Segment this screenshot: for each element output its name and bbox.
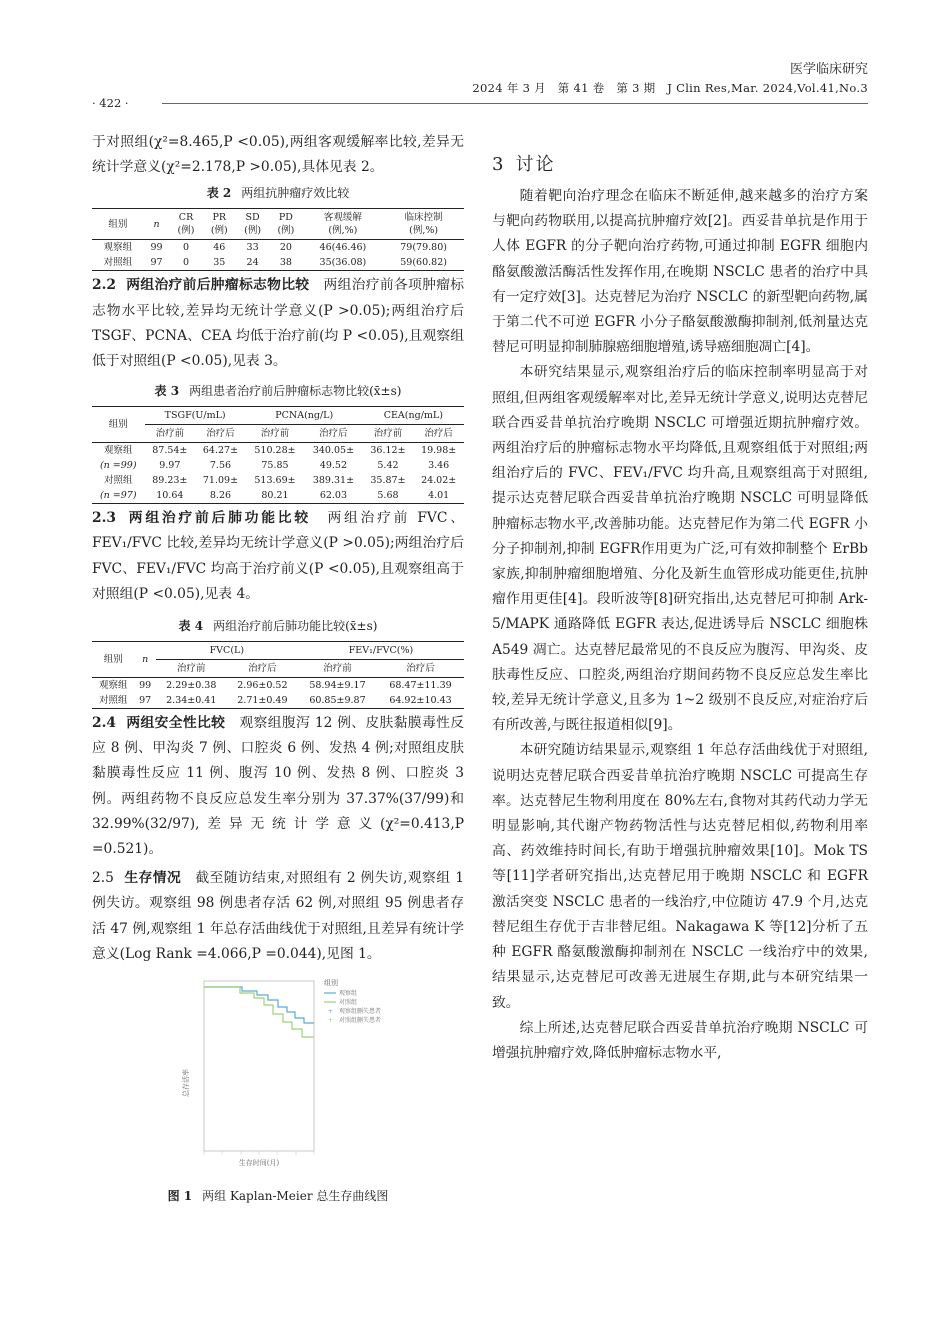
table2-header: SD (例) bbox=[236, 209, 269, 240]
table3-cell: 8.26 bbox=[209, 490, 232, 502]
table3 bbox=[92, 406, 464, 504]
table3-row bbox=[92, 473, 464, 488]
table3-cell: 80.21 bbox=[261, 490, 289, 502]
discussion-paragraph: 随着靶向治疗理念在临床不断延伸,越来越多的治疗方案与靶向药物联用,以提高抗肿瘤疗效[2]。西妥昔单抗是作用于人体 EGFR 的分子靶向治疗药物,可通过抑制 EGFR 细胞内酪氨酸激活酶活性发挥作用,在晚期 NSCLC 患者的治疗中具有一定疗效[3]。达克替尼为治疗 NSCLC 的新型靶向药物,属于第二代不可逆 EGFR 小分子酪氨酸激酶抑制剂,低剂量达克替尼可明显抑制肺腺癌细胞增殖,诱导癌细胞凋亡[4]。 bbox=[492, 188, 868, 356]
table2-cell: 20 bbox=[279, 242, 292, 254]
km-plot-frame bbox=[204, 981, 314, 1151]
table3-cell: 9.97 bbox=[159, 460, 181, 472]
table3-subheader: 治疗前 bbox=[363, 425, 414, 443]
section-2-2-paragraph: 2.2 两组治疗前后肿瘤标志物比较 两组治疗前各项肿瘤标志物水平比较,差异均无统计学意义(P >0.05);两组治疗后 TSGF、PCNA、CEA 均低于治疗前(均 P <0.05),且观察组低于对照组(P <0.05),见表 3。 bbox=[92, 277, 465, 370]
table4-subheader: 治疗前 bbox=[298, 660, 377, 678]
table3-n: (n =97) bbox=[99, 490, 137, 502]
table2-cell: 24 bbox=[246, 257, 259, 269]
table3-subheader: 治疗后 bbox=[413, 425, 464, 443]
table2-cell: 97 bbox=[150, 257, 163, 269]
table4-subheader: 治疗后 bbox=[227, 660, 298, 678]
km-legend-censor-mark: + bbox=[328, 1008, 334, 1016]
right-column bbox=[492, 130, 868, 1066]
table3-cell: 71.09± bbox=[202, 475, 239, 487]
discussion-paragraph: 综上所述,达克替尼联合西妥昔单抗治疗晚期 NSCLC 可增强抗肿瘤疗效,降低肿瘤标志物水平, bbox=[492, 1019, 868, 1061]
table3-row bbox=[92, 443, 464, 459]
table4-cell: 99 bbox=[139, 680, 152, 692]
table2-header: CR (例) bbox=[169, 209, 202, 240]
table2 bbox=[92, 208, 464, 271]
table3-subheader: 治疗前 bbox=[246, 425, 304, 443]
km-legend-item: 对照组 bbox=[339, 999, 358, 1007]
table2-cell: 46 bbox=[213, 242, 226, 254]
table2-cell: 38 bbox=[279, 257, 292, 269]
table3-cell: 5.68 bbox=[377, 490, 399, 502]
table2-caption bbox=[92, 184, 464, 202]
table2-cell: 对照组 bbox=[103, 257, 133, 269]
table4-col-group: FVC(L) bbox=[156, 642, 298, 660]
table3-cell: 49.52 bbox=[319, 460, 348, 472]
page-number: · 422 · bbox=[92, 96, 129, 110]
table2-row bbox=[92, 255, 464, 271]
section-2-4-paragraph: 2.4 两组安全性比较 观察组腹泻 12 例、皮肤黏膜毒性反应 8 例、甲沟炎 7 例、口腔炎 6 例、发热 4 例;对照组皮肤黏膜毒性反应 11 例、腹泻 10 例、发热 8 例、口腔炎 3 例。两组药物不良反应总发生率分别为 37.37%(37/99)和 32.99%(32/97),差异无统计学意义(χ²=0.413,P =0.521)。 bbox=[92, 715, 465, 858]
table3-col-group: CEA(ng/mL) bbox=[363, 407, 464, 425]
journal-name: 医学临床研究 bbox=[789, 62, 868, 77]
table3-subheader: 治疗前 bbox=[145, 425, 196, 443]
table2-cell: 0 bbox=[182, 242, 190, 254]
table3-col-group: TSGF(U/mL) bbox=[145, 407, 246, 425]
table3-cell: 3.46 bbox=[428, 460, 450, 472]
table3-row bbox=[92, 488, 464, 504]
table3-col-group: PCNA(ng/L) bbox=[246, 407, 363, 425]
km-xlabel: 生存时间(月) bbox=[238, 1159, 280, 1168]
table2-cell: 0 bbox=[182, 257, 190, 269]
table4-cell: 2.34±0.41 bbox=[166, 695, 217, 707]
header-rule bbox=[162, 103, 868, 104]
table4 bbox=[92, 641, 464, 709]
table2-cell: 35 bbox=[213, 257, 226, 269]
table2-header: PD (例) bbox=[269, 209, 302, 240]
table3-subheader: 治疗后 bbox=[304, 425, 362, 443]
table2-header: 客观缓解 (例,%) bbox=[303, 209, 384, 240]
km-legend-item: 观察组删失患者 bbox=[339, 1008, 382, 1016]
table3-cell: 75.85 bbox=[261, 460, 289, 472]
table3-cell: 24.02± bbox=[421, 475, 457, 487]
table2-label: 表 2 bbox=[206, 186, 232, 201]
table2-header: 组别 bbox=[92, 209, 144, 240]
table3-cell: 4.01 bbox=[428, 490, 450, 502]
table4-cell: 对照组 bbox=[99, 695, 128, 707]
section-2-5-paragraph: 2.5 生存情况 截至随访结束,对照组有 2 例失访,观察组 1 例失访。观察组 98 例患者存活 62 例,对照组 95 例患者存活 47 例,观察组 1 年总存活曲线优于对照组,且差异有统计学意义(Log Rank =4.066,P =0.044),见图 1。 bbox=[92, 870, 465, 962]
table3-cell: 389.31± bbox=[312, 475, 355, 487]
table4-cell: 2.96±0.52 bbox=[237, 680, 288, 692]
km-legend-item: 观察组 bbox=[339, 990, 358, 998]
table3-caption bbox=[92, 382, 464, 400]
table3-cell: 7.56 bbox=[209, 460, 232, 472]
table4-cell: 2.29±0.38 bbox=[166, 680, 217, 692]
section-2-2-heading: 2.2 两组治疗前后肿瘤标志物比较 bbox=[92, 277, 310, 294]
issue-info: 2024 年 3 月 第 41 卷 第 3 期 J Clin Res,Mar. 2024,Vol.41,No.3 bbox=[472, 81, 868, 95]
km-curve-observation bbox=[204, 987, 314, 1023]
km-x-ticks bbox=[204, 1151, 314, 1155]
table4-group-header: 组别 bbox=[92, 642, 135, 678]
table3-cell: 510.28± bbox=[254, 445, 296, 457]
table4-subheader: 治疗前 bbox=[156, 660, 227, 678]
table4-row bbox=[92, 693, 464, 709]
table2-cell: 观察组 bbox=[103, 242, 133, 254]
table2-cell: 59(60.82) bbox=[400, 257, 447, 269]
table4-title: 两组治疗前后肺功能比较(x̄±s) bbox=[213, 619, 378, 634]
section-2-3-heading: 2.3 两组治疗前后肺功能比较 bbox=[92, 510, 311, 527]
table4-cell: 2.71±0.49 bbox=[237, 695, 288, 707]
table3-title: 两组患者治疗前后肿瘤标志物比较(x̄±s) bbox=[189, 384, 402, 399]
km-legend-item: 对照组删失患者 bbox=[339, 1017, 382, 1025]
table4-cell: 97 bbox=[139, 695, 152, 707]
figure1-title: 两组 Kaplan-Meier 总生存曲线图 bbox=[202, 1189, 389, 1204]
table3-cell: 5.42 bbox=[377, 460, 399, 472]
table3-row bbox=[92, 458, 464, 473]
table3-subheader: 治疗后 bbox=[195, 425, 246, 443]
table4-subheader: 治疗后 bbox=[377, 660, 464, 678]
section-2-5-heading: 生存情况 bbox=[123, 870, 182, 887]
table3-n: (n =99) bbox=[99, 460, 137, 472]
table2-cell: 79(79.80) bbox=[400, 242, 447, 254]
results-intro-paragraph: 于对照组(χ²=8.465,P <0.05),两组客观缓解率比较,差异无统计学意义(χ²=2.178,P >0.05),具体见表 2。 bbox=[92, 134, 464, 176]
section-2-4-heading: 2.4 两组安全性比较 bbox=[92, 715, 226, 732]
figure1-caption bbox=[92, 1187, 464, 1204]
km-legend-title: 组别 bbox=[324, 979, 338, 988]
table2-cell: 99 bbox=[150, 242, 163, 254]
table2-header: 临床控制 (例,%) bbox=[383, 209, 464, 240]
table4-col-group: FEV₁/FVC(%) bbox=[298, 642, 464, 660]
discussion-paragraph: 本研究随访结果显示,观察组 1 年总存活曲线优于对照组,说明达克替尼联合西妥昔单抗治疗晚期 NSCLC 可提高生存率。达克替尼生物利用度在 80%左右,食物对其药代动力学无明显影响,其代谢产物药物活性与达克替尼相似,药物利用率高、药效维持时间长,有助于增强抗肿瘤效果[10]。Mok TS 等[11]学者研究指出,达克替尼用于晚期 NSCLC 和 EGFR 激活突变 NSCLC 患者的一线治疗,中位随访 47.9 个月,达克替尼组生存优于吉非替尼组。Nakagawa K 等[12]分析了五种 EGFR 酪氨酸激酶抑制剂在 NSCLC 一线治疗中的效果,结果显示,达克替尼可改善无进展生存期,此与本研究结果一致。 bbox=[492, 742, 868, 1011]
table2-cell: 33 bbox=[246, 242, 259, 254]
table4-label: 表 4 bbox=[178, 619, 204, 634]
table2-header: PR (例) bbox=[203, 209, 236, 240]
km-legend-censor-mark: + bbox=[328, 1017, 334, 1025]
table3-group: 观察组 bbox=[103, 445, 133, 457]
table3-label: 表 3 bbox=[154, 384, 180, 399]
figure1-label: 图 1 bbox=[167, 1189, 193, 1204]
table4-cell: 68.47±11.39 bbox=[389, 680, 452, 692]
table4-cell: 观察组 bbox=[99, 680, 128, 692]
discussion-paragraph: 本研究结果显示,观察组治疗后的临床控制率明显高于对照组,但两组客观缓解率对比,差异无统计学意义,说明达克替尼联合西妥昔单抗治疗晚期 NSCLC 可增强近期抗肿瘤疗效。两组治疗后的肿瘤标志物水平均降低,且观察组低于对照组;两组治疗后的 FVC、FEV₁/FVC 均升高,且观察组高于对照组,提示达克替尼联合西妥昔单抗治疗晚期 NSCLC 可明显降低肿瘤标志物水平,改善肺功能。达克替尼作为第二代 EGFR 小分子抑制剂,抑制 EGFR作用更为广泛,可有效抑制整个 ErBb 家族,抑制肿瘤细胞增殖、分化及新生血管形成功能更佳,抗肿瘤作用更佳[4]。段昕波等[8]研究指出,达克替尼可抑制 Ark-5/MAPK 通路降低 EGFR 表达,促进诱导后 NSCLC 细胞株 A549 凋亡。达克替尼最常见的不良反应为腹泻、甲沟炎、皮肤毒性反应、口腔炎,两组治疗期间药物不良反应总发生率比较,差异无统计学意义,且多为 1~2 级别不良反应,对症治疗后有所改善,与既往报道相似[9]。 bbox=[492, 364, 868, 734]
figure1 bbox=[92, 971, 464, 1183]
table3-group-header: 组别 bbox=[92, 407, 145, 443]
table2-header: n bbox=[144, 209, 170, 240]
table2-title: 两组抗肿瘤疗效比较 bbox=[241, 186, 350, 201]
section-2-3-paragraph: 2.3 两组治疗前后肺功能比较 两组治疗前 FVC、FEV₁/FVC 比较,差异均无统计学意义(P >0.05);两组治疗后 FVC、FEV₁/FVC 均高于治疗前义(P <0.05),且观察组高于对照组(P <0.05),见表 4。 bbox=[92, 510, 465, 602]
km-ylabel: 总存活率 bbox=[182, 1069, 190, 1098]
table3-cell: 19.98± bbox=[421, 445, 457, 457]
table2-cell: 35(36.08) bbox=[319, 257, 367, 269]
table3-cell: 87.54± bbox=[152, 445, 188, 457]
table3-cell: 340.05± bbox=[312, 445, 355, 457]
table3-cell: 89.23± bbox=[152, 475, 188, 487]
table3-cell: 513.69± bbox=[254, 475, 296, 487]
table4-cell: 58.94±9.17 bbox=[309, 680, 366, 692]
table3-group: 对照组 bbox=[103, 475, 133, 487]
table3-cell: 64.27± bbox=[202, 445, 239, 457]
left-column bbox=[92, 130, 464, 1204]
table2-row bbox=[92, 240, 464, 256]
table4-cell: 64.92±10.43 bbox=[389, 695, 452, 707]
section-3-heading: 3 讨论 bbox=[492, 154, 556, 175]
table4-n-header: n bbox=[135, 642, 156, 678]
km-plot bbox=[92, 971, 464, 1183]
table4-caption bbox=[92, 617, 464, 635]
table2-cell: 46(46.46) bbox=[319, 242, 367, 254]
table3-cell: 62.03 bbox=[319, 490, 348, 502]
table3-cell: 36.12± bbox=[370, 445, 406, 457]
table4-cell: 60.85±9.87 bbox=[309, 695, 366, 707]
table4-row bbox=[92, 678, 464, 694]
table3-cell: 10.64 bbox=[156, 490, 184, 502]
table3-cell: 35.87± bbox=[370, 475, 406, 487]
